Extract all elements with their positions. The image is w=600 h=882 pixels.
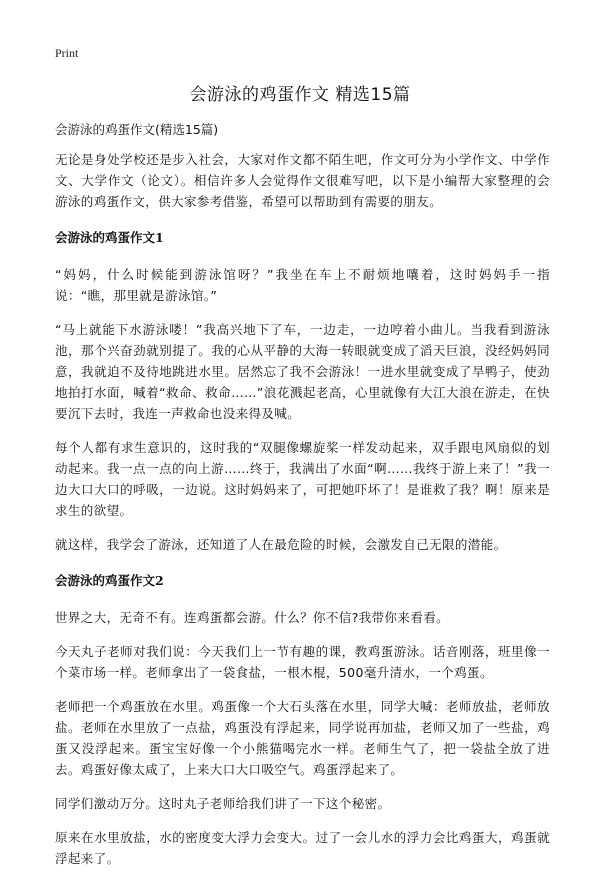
section-2-paragraph: 今天丸子老师对我们说：今天我们上一节有趣的课，教鸡蛋游泳。话音刚落，班里像一个菜市场一样。老师拿出了一袋食盐，一根木棍，500毫升清水，一个鸡蛋。 (55, 644, 550, 680)
print-link[interactable]: Print (55, 46, 79, 60)
section-1-paragraph: “妈妈，什么时候能到游泳馆呀？”我坐在车上不耐烦地嚷着，这时妈妈手一指说：“瞧，那里就是游泳馆。” (55, 267, 550, 303)
section-2-paragraph: 原来在水里放盐，水的密度变大浮力会变大。过了一会儿水的浮力会比鸡蛋大，鸡蛋就浮起来了。 (55, 830, 550, 866)
section-1-paragraph: 每个人都有求生意识的，这时我的“双腿像螺旋桨一样发动起来，双手跟电风扇似的划动起来。我一点一点的向上游……终于，我满出了水面“啊……我终于游上来了！”我一边大口大口的呼吸，一边说。这时妈妈来了，可把她吓坏了！是谁救了我？啊！原来是求生的欲望。 (55, 440, 550, 518)
section-2-paragraph: 老师把一个鸡蛋放在水里。鸡蛋像一个大石头落在水里，同学大喊：老师放盐，老师放盐。老师在水里放了一点盐，鸡蛋没有浮起来，同学说再加盐，老师又加了一些盐，鸡蛋又没浮起来。蛋宝宝好像一个小熊猫喝完水一样。老师生气了，把一袋盐全放了进去。鸡蛋好像太咸了，上来大口大口吸空气。鸡蛋浮起来了。 (55, 699, 550, 777)
article-body (55, 149, 550, 882)
section-heading-2: 会游泳的鸡蛋作文2 (55, 573, 164, 588)
section-2-paragraph: 同学们激动万分。这时丸子老师给我们讲了一下这个秘密。 (55, 796, 391, 811)
page-title: 会游泳的鸡蛋作文 精选15篇 (189, 85, 411, 105)
section-2-paragraph: 世界之大，无奇不有。连鸡蛋都会游。什么？你不信?我带你来看看。 (55, 610, 450, 625)
document-subtitle: 会游泳的鸡蛋作文(精选15篇) (55, 122, 219, 137)
section-heading-1: 会游泳的鸡蛋作文1 (55, 230, 164, 245)
section-1-paragraph: 就这样，我学会了游泳，还知道了人在最危险的时候，会激发自己无限的潜能。 (55, 537, 507, 552)
section-1-paragraph: “马上就能下水游泳喽！”我高兴地下了车，一边走，一边哼着小曲儿。当我看到游泳池，那个兴奋劲就别提了。我的心从平静的大海一转眼就变成了滔天巨浪，没经妈妈同意，我就迫不及待地跳进水里。居然忘了我不会游泳！一进水里就变成了旱鸭子，使劲地拍打水面，喊着“救命、救命……”浪花溅起老高，心里就像有大江大浪在游走，在快要沉下去时，我连一声救命也没来得及喊。 (55, 322, 550, 421)
intro-paragraph: 无论是身处学校还是步入社会，大家对作文都不陌生吧，作文可分为小学作文、中学作文、大学作文（论文）。相信许多人会觉得作文很难写吧，以下是小编帮大家整理的会游泳的鸡蛋作文，供大家参考借鉴，希望可以帮助到有需要的朋友。 (55, 152, 550, 209)
